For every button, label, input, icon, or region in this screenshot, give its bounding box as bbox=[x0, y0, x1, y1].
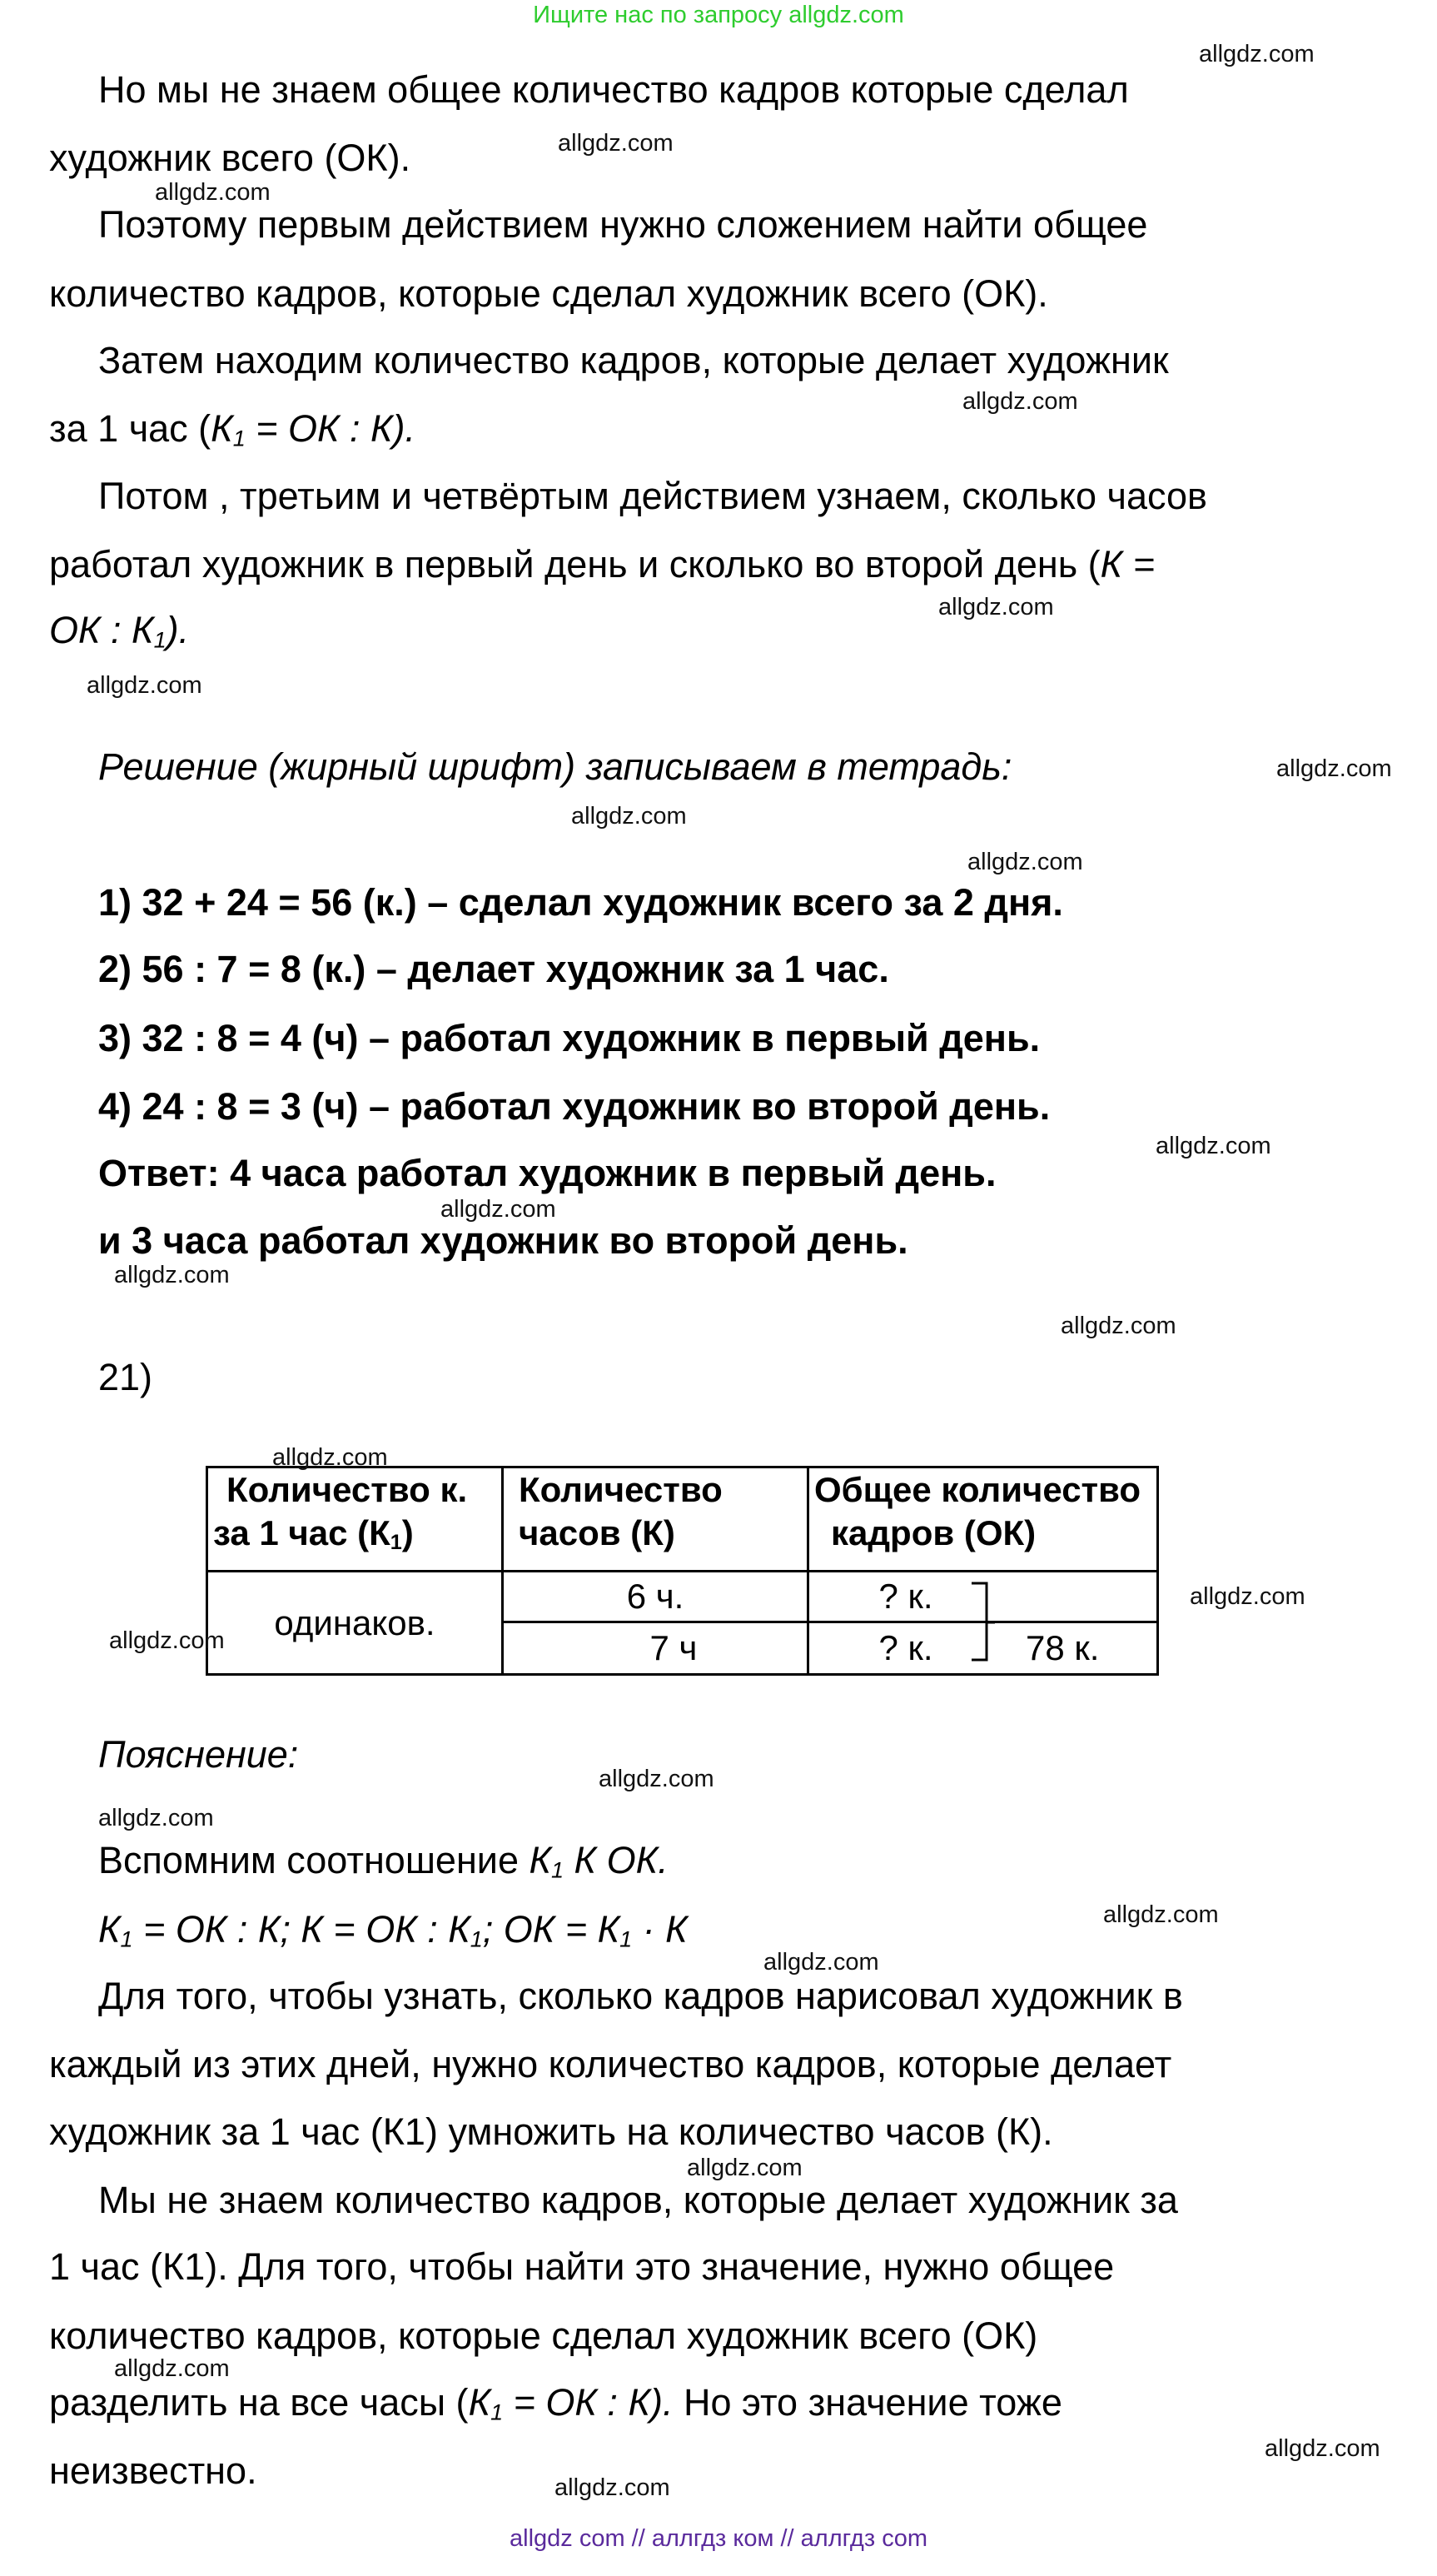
text-line bbox=[98, 1836, 669, 1895]
watermark: allgdz.com bbox=[155, 179, 271, 206]
text: Количество к. bbox=[226, 1470, 468, 1509]
watermark: allgdz.com bbox=[1265, 2435, 1380, 2462]
task-table bbox=[206, 1466, 1159, 1676]
solution-step: 4) 24 : 8 = 3 (ч) – работал художник во второй день. bbox=[98, 1085, 1051, 1128]
text: за 1 час (К bbox=[213, 1513, 390, 1552]
watermark: allgdz.com bbox=[763, 1949, 879, 1976]
text-line bbox=[49, 2378, 1062, 2437]
watermark: allgdz.com bbox=[440, 1196, 556, 1223]
text-line: Для того, чтобы узнать, сколько кадров нарисовал художник в bbox=[98, 1975, 1183, 2017]
text: работал художник в первый день и сколько во второй день ( bbox=[49, 543, 1101, 585]
watermark: allgdz.com bbox=[554, 2474, 670, 2501]
solution-step: 1) 32 + 24 = 56 (к.) – сделал художник всего за 2 дня. bbox=[98, 881, 1063, 924]
answer: и 3 часа работал художник во второй день. bbox=[98, 1219, 908, 1262]
subscript: 1 bbox=[153, 627, 167, 653]
subscript: 1 bbox=[232, 426, 246, 451]
watermark: allgdz.com bbox=[1061, 1313, 1176, 1339]
subscript: 1 bbox=[120, 1926, 133, 1952]
watermark: allgdz.com bbox=[599, 1766, 714, 1792]
watermark: allgdz.com bbox=[114, 2355, 230, 2382]
text: кадров (ОК) bbox=[831, 1513, 1037, 1552]
watermark: allgdz.com bbox=[87, 672, 202, 699]
formula bbox=[469, 2381, 674, 2424]
solution-heading: Решение (жирный шрифт) записываем в тетрадь: bbox=[98, 745, 1012, 788]
text: ; ОК = К bbox=[482, 1908, 620, 1951]
table-cell: 7 ч bbox=[503, 1622, 808, 1675]
text-line bbox=[49, 605, 189, 665]
brace-icon bbox=[970, 1581, 995, 1664]
text-line: Затем находим количество кадров, которые делает художник bbox=[98, 339, 1169, 381]
text-line: неизвестно. bbox=[49, 2449, 257, 2492]
text-line: количество кадров, которые сделал художник всего (ОК). bbox=[49, 272, 1048, 315]
text: ) bbox=[401, 1513, 414, 1552]
formula bbox=[211, 407, 415, 450]
table-cell bbox=[1002, 1572, 1158, 1622]
watermark: allgdz.com bbox=[1190, 1583, 1305, 1610]
watermark: allgdz.com bbox=[558, 130, 674, 157]
footer-links[interactable]: allgdz com // аллгдз ком // аллгдз com bbox=[510, 2525, 927, 2552]
text-line: Потом , третьим и четвёртым действием узнаем, сколько часов bbox=[98, 475, 1207, 517]
explanation-heading: Пояснение: bbox=[98, 1733, 299, 1776]
text: часов (К) bbox=[519, 1513, 675, 1552]
text: ОК : К bbox=[49, 609, 154, 651]
table-cell: 6 ч. bbox=[503, 1572, 808, 1622]
text: · К bbox=[632, 1908, 688, 1951]
text: Но это значение тоже bbox=[673, 2381, 1062, 2424]
text-line: Поэтому первым действием нужно сложением найти общее bbox=[98, 203, 1148, 246]
watermark: allgdz.com bbox=[571, 803, 687, 830]
watermark: allgdz.com bbox=[967, 849, 1083, 875]
table-cell: одинаков. bbox=[207, 1572, 503, 1675]
text: Общее количество bbox=[814, 1470, 1141, 1509]
table-cell: ? к. bbox=[808, 1572, 1003, 1622]
watermark: allgdz.com bbox=[1276, 755, 1392, 782]
subscript: 1 bbox=[551, 1857, 564, 1883]
subscript: 1 bbox=[619, 1926, 633, 1952]
var: К bbox=[529, 1839, 552, 1881]
formula-line bbox=[98, 1905, 688, 1964]
var: К bbox=[468, 2381, 491, 2424]
watermark: allgdz.com bbox=[938, 594, 1054, 620]
watermark: allgdz.com bbox=[98, 1805, 214, 1831]
watermark: allgdz.com bbox=[1199, 41, 1315, 67]
text-line bbox=[49, 404, 415, 463]
table-cell: 78 к. bbox=[1002, 1622, 1158, 1675]
formula: К = bbox=[1100, 543, 1155, 585]
text: Количество bbox=[519, 1470, 723, 1509]
header-cell bbox=[503, 1467, 808, 1572]
watermark: allgdz.com bbox=[1103, 1901, 1219, 1928]
header-cell bbox=[207, 1467, 503, 1572]
text-line: художник всего (ОК). bbox=[49, 137, 411, 179]
text: ). bbox=[166, 609, 190, 651]
text: = ОК : К). bbox=[503, 2381, 674, 2424]
answer: Ответ: 4 часа работал художник в первый день. bbox=[98, 1152, 997, 1194]
text-line bbox=[49, 540, 1155, 590]
watermark: allgdz.com bbox=[687, 2155, 803, 2181]
watermark: allgdz.com bbox=[109, 1627, 225, 1654]
text: за 1 час ( bbox=[49, 407, 211, 450]
text-line: 1 час (К1). Для того, чтобы найти это значение, нужно общее bbox=[49, 2245, 1115, 2288]
watermark: allgdz.com bbox=[114, 1262, 230, 1288]
text-line: художник за 1 час (К1) умножить на количество часов (К). bbox=[49, 2110, 1053, 2153]
formula bbox=[529, 1839, 668, 1881]
var: К bbox=[211, 407, 233, 450]
text-line: Но мы не знаем общее количество кадров которые сделал bbox=[98, 68, 1129, 111]
text: разделить на все часы ( bbox=[49, 2381, 469, 2424]
header-cell bbox=[808, 1467, 1158, 1572]
header-banner: Ищите нас по запросу allgdz.com bbox=[533, 2, 904, 28]
text-line: количество кадров, которые сделал художник всего (ОК) bbox=[49, 2314, 1038, 2357]
var: К bbox=[98, 1908, 121, 1951]
solution-step: 2) 56 : 7 = 8 (к.) – делает художник за 1 час. bbox=[98, 948, 889, 990]
text: Вспомним соотношение bbox=[98, 1839, 530, 1881]
table-cell: ? к. bbox=[808, 1622, 1003, 1675]
text: = ОК : К). bbox=[245, 407, 416, 450]
subscript: 1 bbox=[390, 1531, 402, 1555]
text-line: каждый из этих дней, нужно количество кадров, которые делает bbox=[49, 2043, 1172, 2085]
watermark: allgdz.com bbox=[1156, 1133, 1271, 1159]
task-number: 21) bbox=[98, 1356, 153, 1398]
subscript: 1 bbox=[490, 2399, 504, 2425]
watermark: allgdz.com bbox=[272, 1444, 388, 1471]
text: = ОК : К; К = ОК : К bbox=[132, 1908, 470, 1951]
solution-step: 3) 32 : 8 = 4 (ч) – работал художник в первый день. bbox=[98, 1017, 1041, 1059]
text: К ОК. bbox=[564, 1839, 669, 1881]
watermark: allgdz.com bbox=[962, 388, 1078, 415]
text-line: Мы не знаем количество кадров, которые делает художник за bbox=[98, 2179, 1178, 2221]
subscript: 1 bbox=[470, 1926, 483, 1952]
